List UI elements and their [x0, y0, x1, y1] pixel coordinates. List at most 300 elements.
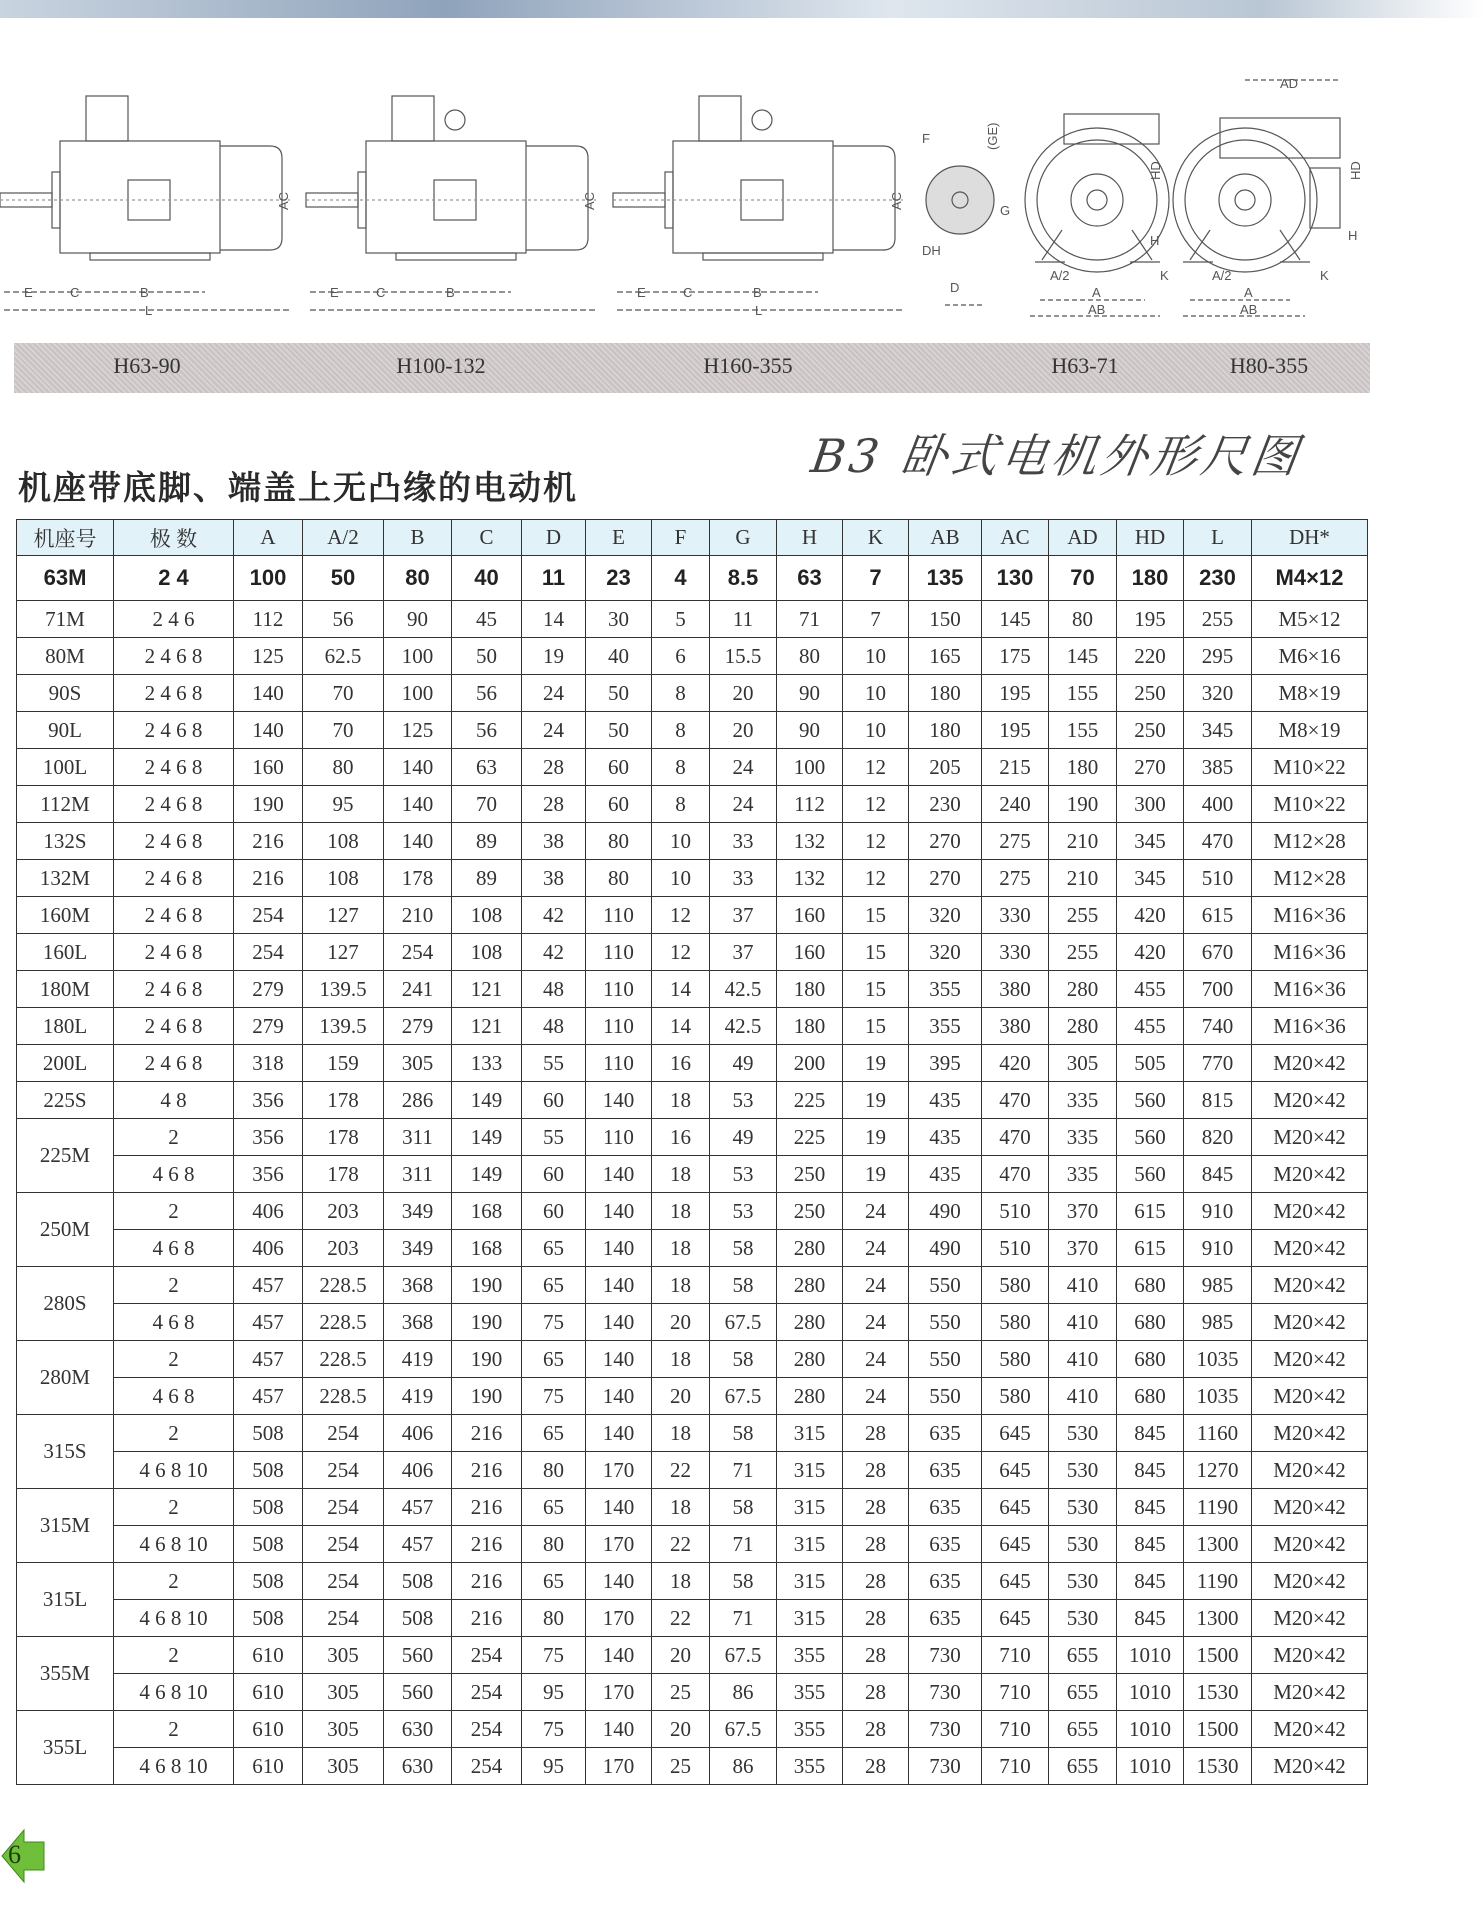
value-cell: 190: [452, 1304, 522, 1341]
table-row: [17, 786, 1368, 823]
value-cell: 455: [1117, 1008, 1184, 1045]
eyebolt-icon: [445, 110, 465, 130]
value-cell: 20: [652, 1304, 710, 1341]
frame-cell: 132M: [17, 860, 114, 897]
value-cell: 216: [234, 823, 303, 860]
value-cell: 108: [303, 823, 384, 860]
foot: [90, 253, 210, 260]
value-cell: 615: [1117, 1193, 1184, 1230]
value-cell: 180: [1049, 749, 1117, 786]
value-cell: 410: [1049, 1304, 1117, 1341]
value-cell: 349: [384, 1230, 452, 1267]
value-cell: 228.5: [303, 1341, 384, 1378]
value-cell: 630: [384, 1748, 452, 1785]
value-cell: 228.5: [303, 1378, 384, 1415]
value-cell: 170: [586, 1600, 652, 1637]
value-cell: 80: [586, 860, 652, 897]
value-cell: 58: [710, 1489, 777, 1526]
value-cell: 645: [982, 1563, 1049, 1600]
table-row: [17, 1230, 1368, 1267]
value-cell: 710: [982, 1748, 1049, 1785]
value-cell: 140: [384, 786, 452, 823]
value-cell: 40: [586, 638, 652, 675]
value-cell: 305: [303, 1674, 384, 1711]
value-cell: 140: [586, 1341, 652, 1378]
column-header: 机座号: [17, 520, 114, 556]
frame-cell: 315M: [17, 1489, 114, 1563]
value-cell: 65: [522, 1230, 586, 1267]
value-cell: M20×42: [1252, 1563, 1368, 1600]
value-cell: 305: [384, 1045, 452, 1082]
value-cell: M20×42: [1252, 1748, 1368, 1785]
poles-cell: 2: [114, 1415, 234, 1452]
poles-cell: 4 6 8: [114, 1378, 234, 1415]
value-cell: 28: [843, 1415, 909, 1452]
value-cell: 71: [777, 601, 843, 638]
poles-cell: 2: [114, 1193, 234, 1230]
value-cell: 280: [777, 1378, 843, 1415]
value-cell: 368: [384, 1304, 452, 1341]
value-cell: 510: [982, 1193, 1049, 1230]
value-cell: 180: [777, 971, 843, 1008]
value-cell: M4×12: [1252, 556, 1368, 601]
value-cell: 20: [652, 1711, 710, 1748]
value-cell: 435: [909, 1119, 982, 1156]
poles-cell: 2 4 6 8: [114, 860, 234, 897]
value-cell: 71: [710, 1452, 777, 1489]
value-cell: 740: [1184, 1008, 1252, 1045]
value-cell: 315: [777, 1600, 843, 1637]
frame-cell: 225S: [17, 1082, 114, 1119]
value-cell: 24: [522, 675, 586, 712]
value-cell: 560: [1117, 1082, 1184, 1119]
value-cell: 60: [586, 786, 652, 823]
value-cell: 140: [384, 749, 452, 786]
frame-cell: 200L: [17, 1045, 114, 1082]
value-cell: 48: [522, 1008, 586, 1045]
value-cell: 55: [522, 1045, 586, 1082]
value-cell: 560: [384, 1637, 452, 1674]
column-header: G: [710, 520, 777, 556]
frame-cell: 180M: [17, 971, 114, 1008]
value-cell: 216: [234, 860, 303, 897]
value-cell: 170: [586, 1526, 652, 1563]
poles-cell: 4 8: [114, 1082, 234, 1119]
value-cell: 80: [586, 823, 652, 860]
frame-cell: 63M: [17, 556, 114, 601]
value-cell: M20×42: [1252, 1267, 1368, 1304]
label-A2: A/2: [1212, 268, 1232, 283]
value-cell: 216: [452, 1563, 522, 1600]
value-cell: M20×42: [1252, 1415, 1368, 1452]
value-cell: 315: [777, 1489, 843, 1526]
value-cell: 845: [1117, 1415, 1184, 1452]
label-E: E: [330, 285, 339, 300]
value-cell: 12: [843, 786, 909, 823]
value-cell: 356: [234, 1082, 303, 1119]
value-cell: 110: [586, 897, 652, 934]
value-cell: 80: [522, 1526, 586, 1563]
value-cell: 530: [1049, 1526, 1117, 1563]
value-cell: 254: [303, 1526, 384, 1563]
value-cell: 320: [909, 934, 982, 971]
value-cell: 38: [522, 823, 586, 860]
handwritten-note: B3 卧式电机外形尺图: [807, 429, 1306, 483]
value-cell: 53: [710, 1193, 777, 1230]
value-cell: 1035: [1184, 1341, 1252, 1378]
table-row: [17, 556, 1368, 601]
value-cell: 190: [452, 1378, 522, 1415]
value-cell: 24: [843, 1304, 909, 1341]
column-header: F: [652, 520, 710, 556]
value-cell: 38: [522, 860, 586, 897]
value-cell: 470: [982, 1119, 1049, 1156]
value-cell: 150: [909, 601, 982, 638]
value-cell: 560: [1117, 1119, 1184, 1156]
value-cell: 5: [652, 601, 710, 638]
value-cell: 132: [777, 860, 843, 897]
value-cell: 508: [234, 1489, 303, 1526]
frame-cell: 100L: [17, 749, 114, 786]
value-cell: 655: [1049, 1748, 1117, 1785]
value-cell: 140: [234, 712, 303, 749]
value-cell: 190: [452, 1267, 522, 1304]
value-cell: 490: [909, 1230, 982, 1267]
value-cell: 635: [909, 1600, 982, 1637]
label-C: C: [683, 285, 693, 300]
value-cell: 254: [303, 1415, 384, 1452]
poles-cell: 4 6 8: [114, 1304, 234, 1341]
poles-cell: 2 4 6 8: [114, 971, 234, 1008]
value-cell: 670: [1184, 934, 1252, 971]
poles-cell: 4 6 8: [114, 1230, 234, 1267]
value-cell: 60: [586, 749, 652, 786]
value-cell: 80: [303, 749, 384, 786]
value-cell: 985: [1184, 1304, 1252, 1341]
value-cell: 80: [384, 556, 452, 601]
table-row: [17, 1563, 1368, 1600]
value-cell: M12×28: [1252, 860, 1368, 897]
value-cell: 490: [909, 1193, 982, 1230]
value-cell: 420: [1117, 897, 1184, 934]
poles-cell: 4 6 8 10: [114, 1526, 234, 1563]
frame-cell: 160M: [17, 897, 114, 934]
value-cell: 635: [909, 1415, 982, 1452]
top-decorative-strip: [0, 0, 1484, 18]
value-cell: 355: [777, 1674, 843, 1711]
value-cell: 550: [909, 1341, 982, 1378]
value-cell: 335: [1049, 1119, 1117, 1156]
value-cell: 380: [982, 971, 1049, 1008]
value-cell: 50: [452, 638, 522, 675]
value-cell: 610: [234, 1748, 303, 1785]
value-cell: 550: [909, 1267, 982, 1304]
value-cell: 178: [303, 1156, 384, 1193]
value-cell: 65: [522, 1341, 586, 1378]
value-cell: 305: [303, 1748, 384, 1785]
value-cell: 55: [522, 1119, 586, 1156]
frame-cell: 315S: [17, 1415, 114, 1489]
value-cell: 435: [909, 1082, 982, 1119]
value-cell: 250: [777, 1156, 843, 1193]
value-cell: M16×36: [1252, 1008, 1368, 1045]
value-cell: 168: [452, 1230, 522, 1267]
green-arrow-icon: [0, 1828, 46, 1884]
end-view-h80-355: [1173, 80, 1340, 316]
frame-cell: 355M: [17, 1637, 114, 1711]
label-K: K: [1320, 268, 1329, 283]
value-cell: 28: [843, 1600, 909, 1637]
value-cell: M5×12: [1252, 601, 1368, 638]
value-cell: 300: [1117, 786, 1184, 823]
value-cell: 318: [234, 1045, 303, 1082]
value-cell: 1530: [1184, 1748, 1252, 1785]
label-A: A: [1244, 285, 1253, 300]
value-cell: 508: [384, 1563, 452, 1600]
value-cell: M20×42: [1252, 1489, 1368, 1526]
value-cell: 33: [710, 860, 777, 897]
value-cell: 28: [843, 1748, 909, 1785]
value-cell: 710: [982, 1674, 1049, 1711]
value-cell: 8: [652, 749, 710, 786]
value-cell: 28: [843, 1489, 909, 1526]
frame-cell: 90S: [17, 675, 114, 712]
value-cell: M20×42: [1252, 1674, 1368, 1711]
value-cell: 24: [710, 786, 777, 823]
value-cell: 335: [1049, 1082, 1117, 1119]
poles-cell: 4 6 8 10: [114, 1748, 234, 1785]
value-cell: 845: [1117, 1452, 1184, 1489]
value-cell: 190: [234, 786, 303, 823]
value-cell: 730: [909, 1637, 982, 1674]
page-title: 机座带底脚、端盖上无凸缘的电动机: [18, 468, 578, 507]
value-cell: 280: [777, 1341, 843, 1378]
value-cell: 145: [1049, 638, 1117, 675]
label-AC: AC: [276, 191, 291, 210]
value-cell: 112: [234, 601, 303, 638]
value-cell: 610: [234, 1711, 303, 1748]
value-cell: 250: [1117, 675, 1184, 712]
poles-cell: 2 4: [114, 556, 234, 601]
label-F: F: [922, 131, 930, 146]
value-cell: 730: [909, 1674, 982, 1711]
frame-cell: 80M: [17, 638, 114, 675]
value-cell: 311: [384, 1156, 452, 1193]
value-cell: M16×36: [1252, 971, 1368, 1008]
value-cell: 70: [303, 712, 384, 749]
value-cell: 18: [652, 1341, 710, 1378]
value-cell: 53: [710, 1082, 777, 1119]
value-cell: 12: [652, 934, 710, 971]
table-row: [17, 860, 1368, 897]
value-cell: 205: [909, 749, 982, 786]
value-cell: 175: [982, 638, 1049, 675]
value-cell: 254: [303, 1600, 384, 1637]
value-cell: 65: [522, 1267, 586, 1304]
value-cell: 645: [982, 1489, 1049, 1526]
column-header: A/2: [303, 520, 384, 556]
value-cell: 168: [452, 1193, 522, 1230]
column-header: AC: [982, 520, 1049, 556]
value-cell: 100: [384, 638, 452, 675]
label-AD: AD: [1280, 76, 1299, 91]
label-K: K: [1160, 268, 1169, 283]
value-cell: 406: [234, 1230, 303, 1267]
value-cell: 11: [710, 601, 777, 638]
value-cell: 110: [586, 1008, 652, 1045]
value-cell: 95: [522, 1674, 586, 1711]
value-cell: 24: [522, 712, 586, 749]
value-cell: 20: [652, 1637, 710, 1674]
value-cell: 280: [1049, 971, 1117, 1008]
value-cell: 250: [1117, 712, 1184, 749]
table-row: [17, 749, 1368, 786]
value-cell: 18: [652, 1230, 710, 1267]
value-cell: 15: [843, 1008, 909, 1045]
value-cell: 530: [1049, 1415, 1117, 1452]
value-cell: 580: [982, 1341, 1049, 1378]
value-cell: 700: [1184, 971, 1252, 1008]
value-cell: 63: [452, 749, 522, 786]
value-cell: 37: [710, 897, 777, 934]
value-cell: 345: [1184, 712, 1252, 749]
table-row: [17, 1378, 1368, 1415]
value-cell: 1010: [1117, 1748, 1184, 1785]
value-cell: 1190: [1184, 1489, 1252, 1526]
value-cell: 19: [843, 1156, 909, 1193]
value-cell: 49: [710, 1045, 777, 1082]
value-cell: 140: [586, 1378, 652, 1415]
value-cell: M20×42: [1252, 1526, 1368, 1563]
poles-cell: 2 4 6 8: [114, 934, 234, 971]
label-AC: AC: [889, 191, 904, 210]
value-cell: 380: [982, 1008, 1049, 1045]
value-cell: 110: [586, 934, 652, 971]
value-cell: 279: [234, 971, 303, 1008]
table-row: [17, 1119, 1368, 1156]
value-cell: 845: [1117, 1526, 1184, 1563]
value-cell: 20: [710, 675, 777, 712]
value-cell: 139.5: [303, 971, 384, 1008]
value-cell: 63: [777, 556, 843, 601]
value-cell: 508: [234, 1563, 303, 1600]
value-cell: 1160: [1184, 1415, 1252, 1452]
table-row: [17, 1267, 1368, 1304]
value-cell: 395: [909, 1045, 982, 1082]
value-cell: 19: [522, 638, 586, 675]
value-cell: 385: [1184, 749, 1252, 786]
label-E: E: [24, 285, 33, 300]
value-cell: 65: [522, 1563, 586, 1600]
value-cell: M20×42: [1252, 1637, 1368, 1674]
value-cell: 18: [652, 1267, 710, 1304]
value-cell: 178: [303, 1119, 384, 1156]
table-row: [17, 971, 1368, 1008]
label-B: B: [753, 285, 762, 300]
value-cell: 406: [234, 1193, 303, 1230]
column-header: B: [384, 520, 452, 556]
value-cell: 315: [777, 1563, 843, 1600]
value-cell: 75: [522, 1378, 586, 1415]
value-cell: 254: [452, 1637, 522, 1674]
label-C: C: [376, 285, 386, 300]
value-cell: 170: [586, 1452, 652, 1489]
value-cell: 655: [1049, 1637, 1117, 1674]
value-cell: 11: [522, 556, 586, 601]
value-cell: 580: [982, 1304, 1049, 1341]
value-cell: 14: [652, 1008, 710, 1045]
value-cell: 241: [384, 971, 452, 1008]
value-cell: M20×42: [1252, 1082, 1368, 1119]
value-cell: M20×42: [1252, 1119, 1368, 1156]
value-cell: 28: [843, 1526, 909, 1563]
poles-cell: 2 4 6 8: [114, 786, 234, 823]
value-cell: 108: [452, 897, 522, 934]
value-cell: 275: [982, 823, 1049, 860]
page-number-badge: [0, 1828, 46, 1884]
motor-body: [60, 141, 220, 253]
value-cell: 89: [452, 860, 522, 897]
value-cell: 320: [909, 897, 982, 934]
value-cell: 190: [1049, 786, 1117, 823]
column-header: 极 数: [114, 520, 234, 556]
table-row: [17, 1045, 1368, 1082]
frame-cell: 280M: [17, 1341, 114, 1415]
value-cell: 615: [1184, 897, 1252, 934]
value-cell: 845: [1184, 1156, 1252, 1193]
value-cell: 12: [843, 749, 909, 786]
value-cell: 80: [777, 638, 843, 675]
value-cell: 710: [982, 1637, 1049, 1674]
value-cell: M10×22: [1252, 786, 1368, 823]
value-cell: 127: [303, 897, 384, 934]
value-cell: 180: [909, 675, 982, 712]
poles-cell: 2: [114, 1341, 234, 1378]
value-cell: 216: [452, 1415, 522, 1452]
value-cell: 216: [452, 1600, 522, 1637]
value-cell: 12: [652, 897, 710, 934]
value-cell: 355: [909, 1008, 982, 1045]
column-header: DH*: [1252, 520, 1368, 556]
value-cell: 89: [452, 823, 522, 860]
value-cell: 216: [452, 1526, 522, 1563]
value-cell: 1500: [1184, 1711, 1252, 1748]
frame-cell: 90L: [17, 712, 114, 749]
column-header: K: [843, 520, 909, 556]
value-cell: 121: [452, 971, 522, 1008]
table-row: [17, 897, 1368, 934]
value-cell: 56: [303, 601, 384, 638]
frame-cell: 112M: [17, 786, 114, 823]
value-cell: 67.5: [710, 1304, 777, 1341]
table-row: [17, 1415, 1368, 1452]
value-cell: 368: [384, 1267, 452, 1304]
value-cell: 1190: [1184, 1563, 1252, 1600]
value-cell: 645: [982, 1526, 1049, 1563]
value-cell: 655: [1049, 1674, 1117, 1711]
value-cell: M20×42: [1252, 1045, 1368, 1082]
value-cell: 410: [1049, 1267, 1117, 1304]
value-cell: 165: [909, 638, 982, 675]
variant-label: H63-71: [1051, 353, 1119, 378]
value-cell: 254: [234, 897, 303, 934]
value-cell: 228.5: [303, 1267, 384, 1304]
value-cell: 279: [234, 1008, 303, 1045]
value-cell: 58: [710, 1563, 777, 1600]
value-cell: 508: [234, 1600, 303, 1637]
value-cell: 470: [1184, 823, 1252, 860]
value-cell: 140: [586, 1230, 652, 1267]
